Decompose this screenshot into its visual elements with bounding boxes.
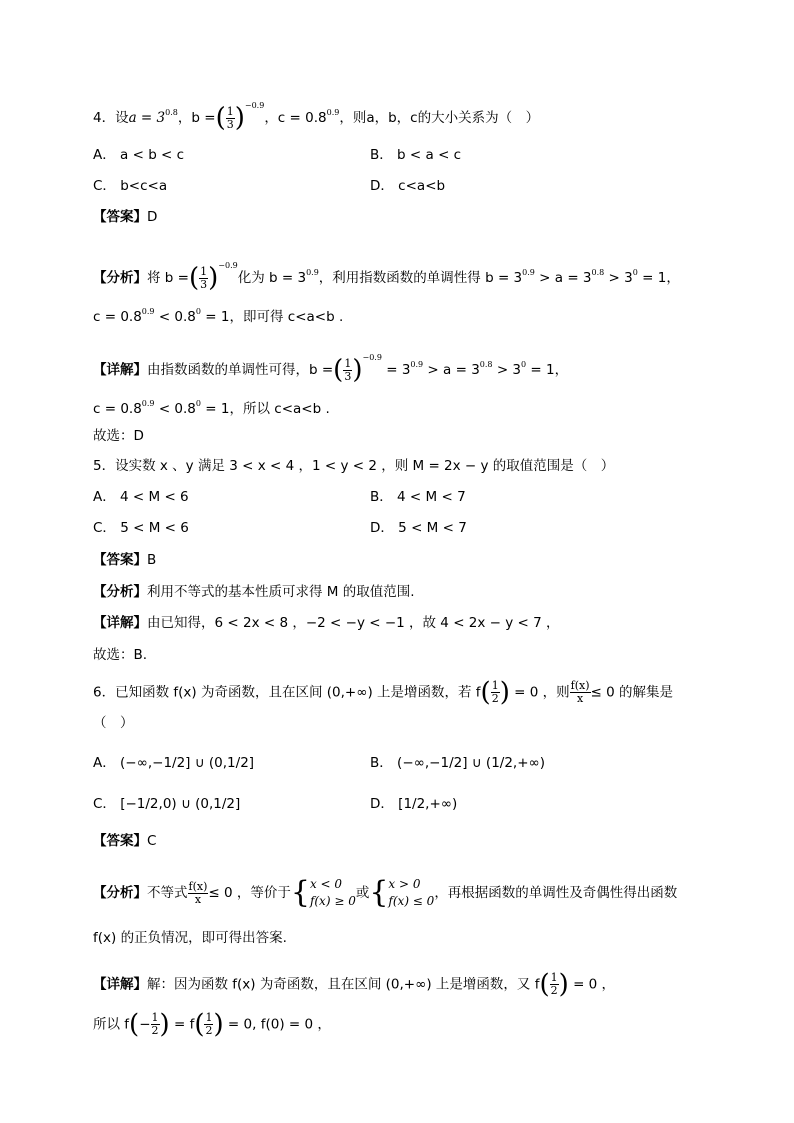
q5-stem: 5．设实数 x 、y 满足 3 < x < 4 ，1 < y < 2 ，则 M = 2x − y 的取值范围是（ ） (93, 458, 615, 474)
q5-option-d: D． 5 < M < 7 (370, 520, 467, 536)
q5-option-b: B． 4 < M < 7 (370, 489, 466, 505)
q5-detail: 【详解】由已知得，6 < 2x < 8 ，−2 < −y < −1 ，故 4 < 2x − y < 7 ， (93, 615, 560, 631)
q4-detail: 【详解】由指数函数的单调性可得，b =( $\frac{1}{3}$ )$^{-0.9} = 3^{0.9} > a = 3^{0.8} > 3^0 = 1$， (93, 353, 569, 385)
q5-answer: 【答案】B (93, 552, 157, 568)
q6-option-b: B． (−∞,−1/2] ∪ (1/2,+∞) (370, 755, 546, 771)
q6-detail: 【详解】解：因为函数 f(x) 为奇函数，且在区间 (0,+∞) 上是增函数，又 f( $\frac{1}{2}$ ) = 0 ， (93, 969, 616, 1000)
q6-detail-cont: 所以 f(− $\frac{1}{2}$ ) = f( $\frac{1}{2}$ ) = 0, f(0) = 0 ， (93, 1009, 331, 1040)
q4-choose: 故选：D (93, 428, 144, 444)
q4-option-c: C． b<c<a (93, 178, 168, 194)
fraction: $\frac{1}{3}$ (226, 104, 234, 131)
q4-detail-cont: $c = 0.8^{0.9} < 0.8^0 = 1$，所以 c<a<b . (93, 399, 330, 417)
q5-option-c: C． 5 < M < 6 (93, 520, 189, 536)
q5-analysis: 【分析】利用不等式的基本性质可求得 M 的取值范围. (93, 584, 415, 600)
q6-option-a: A． (−∞,−1/2] ∪ (0,1/2] (93, 755, 255, 771)
q5-choose: 故选：B. (93, 647, 148, 663)
q6-option-d: D． [1/2,+∞) (370, 796, 458, 812)
q6-answer: 【答案】C (93, 833, 157, 849)
q4-analysis: 【分析】将 b =( $\frac{1}{3}$ )$^{-0.9}$化为 $b = 3^{0.9}$，利用指数函数的单调性得 $b = 3^{0.9} > a = 3^{0.8} > 3^0 = 1$， (93, 261, 680, 293)
q6-option-c: C． [−1/2,0) ∪ (0,1/2] (93, 796, 241, 812)
q4-option-a: A． a < b < c (93, 147, 185, 163)
q5-option-a: A． 4 < M < 6 (93, 489, 189, 505)
q6-analysis-cont: f(x) 的正负情况，即可得出答案. (93, 930, 287, 946)
q4-stem: 4．设$a = 3^{0.8}$，b =( $\frac{1}{3}$ )$^{-0.9}$，$c = 0.8^{0.9}$，则a，b，c的大小关系为（ ） (93, 101, 540, 133)
q4-number: 4．设 (93, 110, 129, 126)
q6-stem-cont: （ ） (93, 715, 134, 731)
q4-option-b: B． b < a < c (370, 147, 462, 163)
q6-stem: 6．已知函数 f(x) 为奇函数，且在区间 (0,+∞) 上是增函数，若 f( $\frac{1}{2}$ ) = 0 ，则 $\frac{f(x)}{x}$ ≤ 0 的解集是 (93, 677, 673, 708)
q4-analysis-cont: $c = 0.8^{0.9} < 0.8^0 = 1$，即可得 c<a<b . (93, 307, 344, 325)
q4-answer: 【答案】D (93, 209, 158, 225)
q6-analysis: 【分析】不等式 $\frac{f(x)}{x}$ ≤ 0 ，等价于{ x < 0 f(x) ≥ 0 或{ x > 0 f(x) ≤ 0 ，再根据函数的单调性及奇偶性得出函数 (93, 875, 678, 910)
q4-option-d: D． c<a<b (370, 178, 446, 194)
